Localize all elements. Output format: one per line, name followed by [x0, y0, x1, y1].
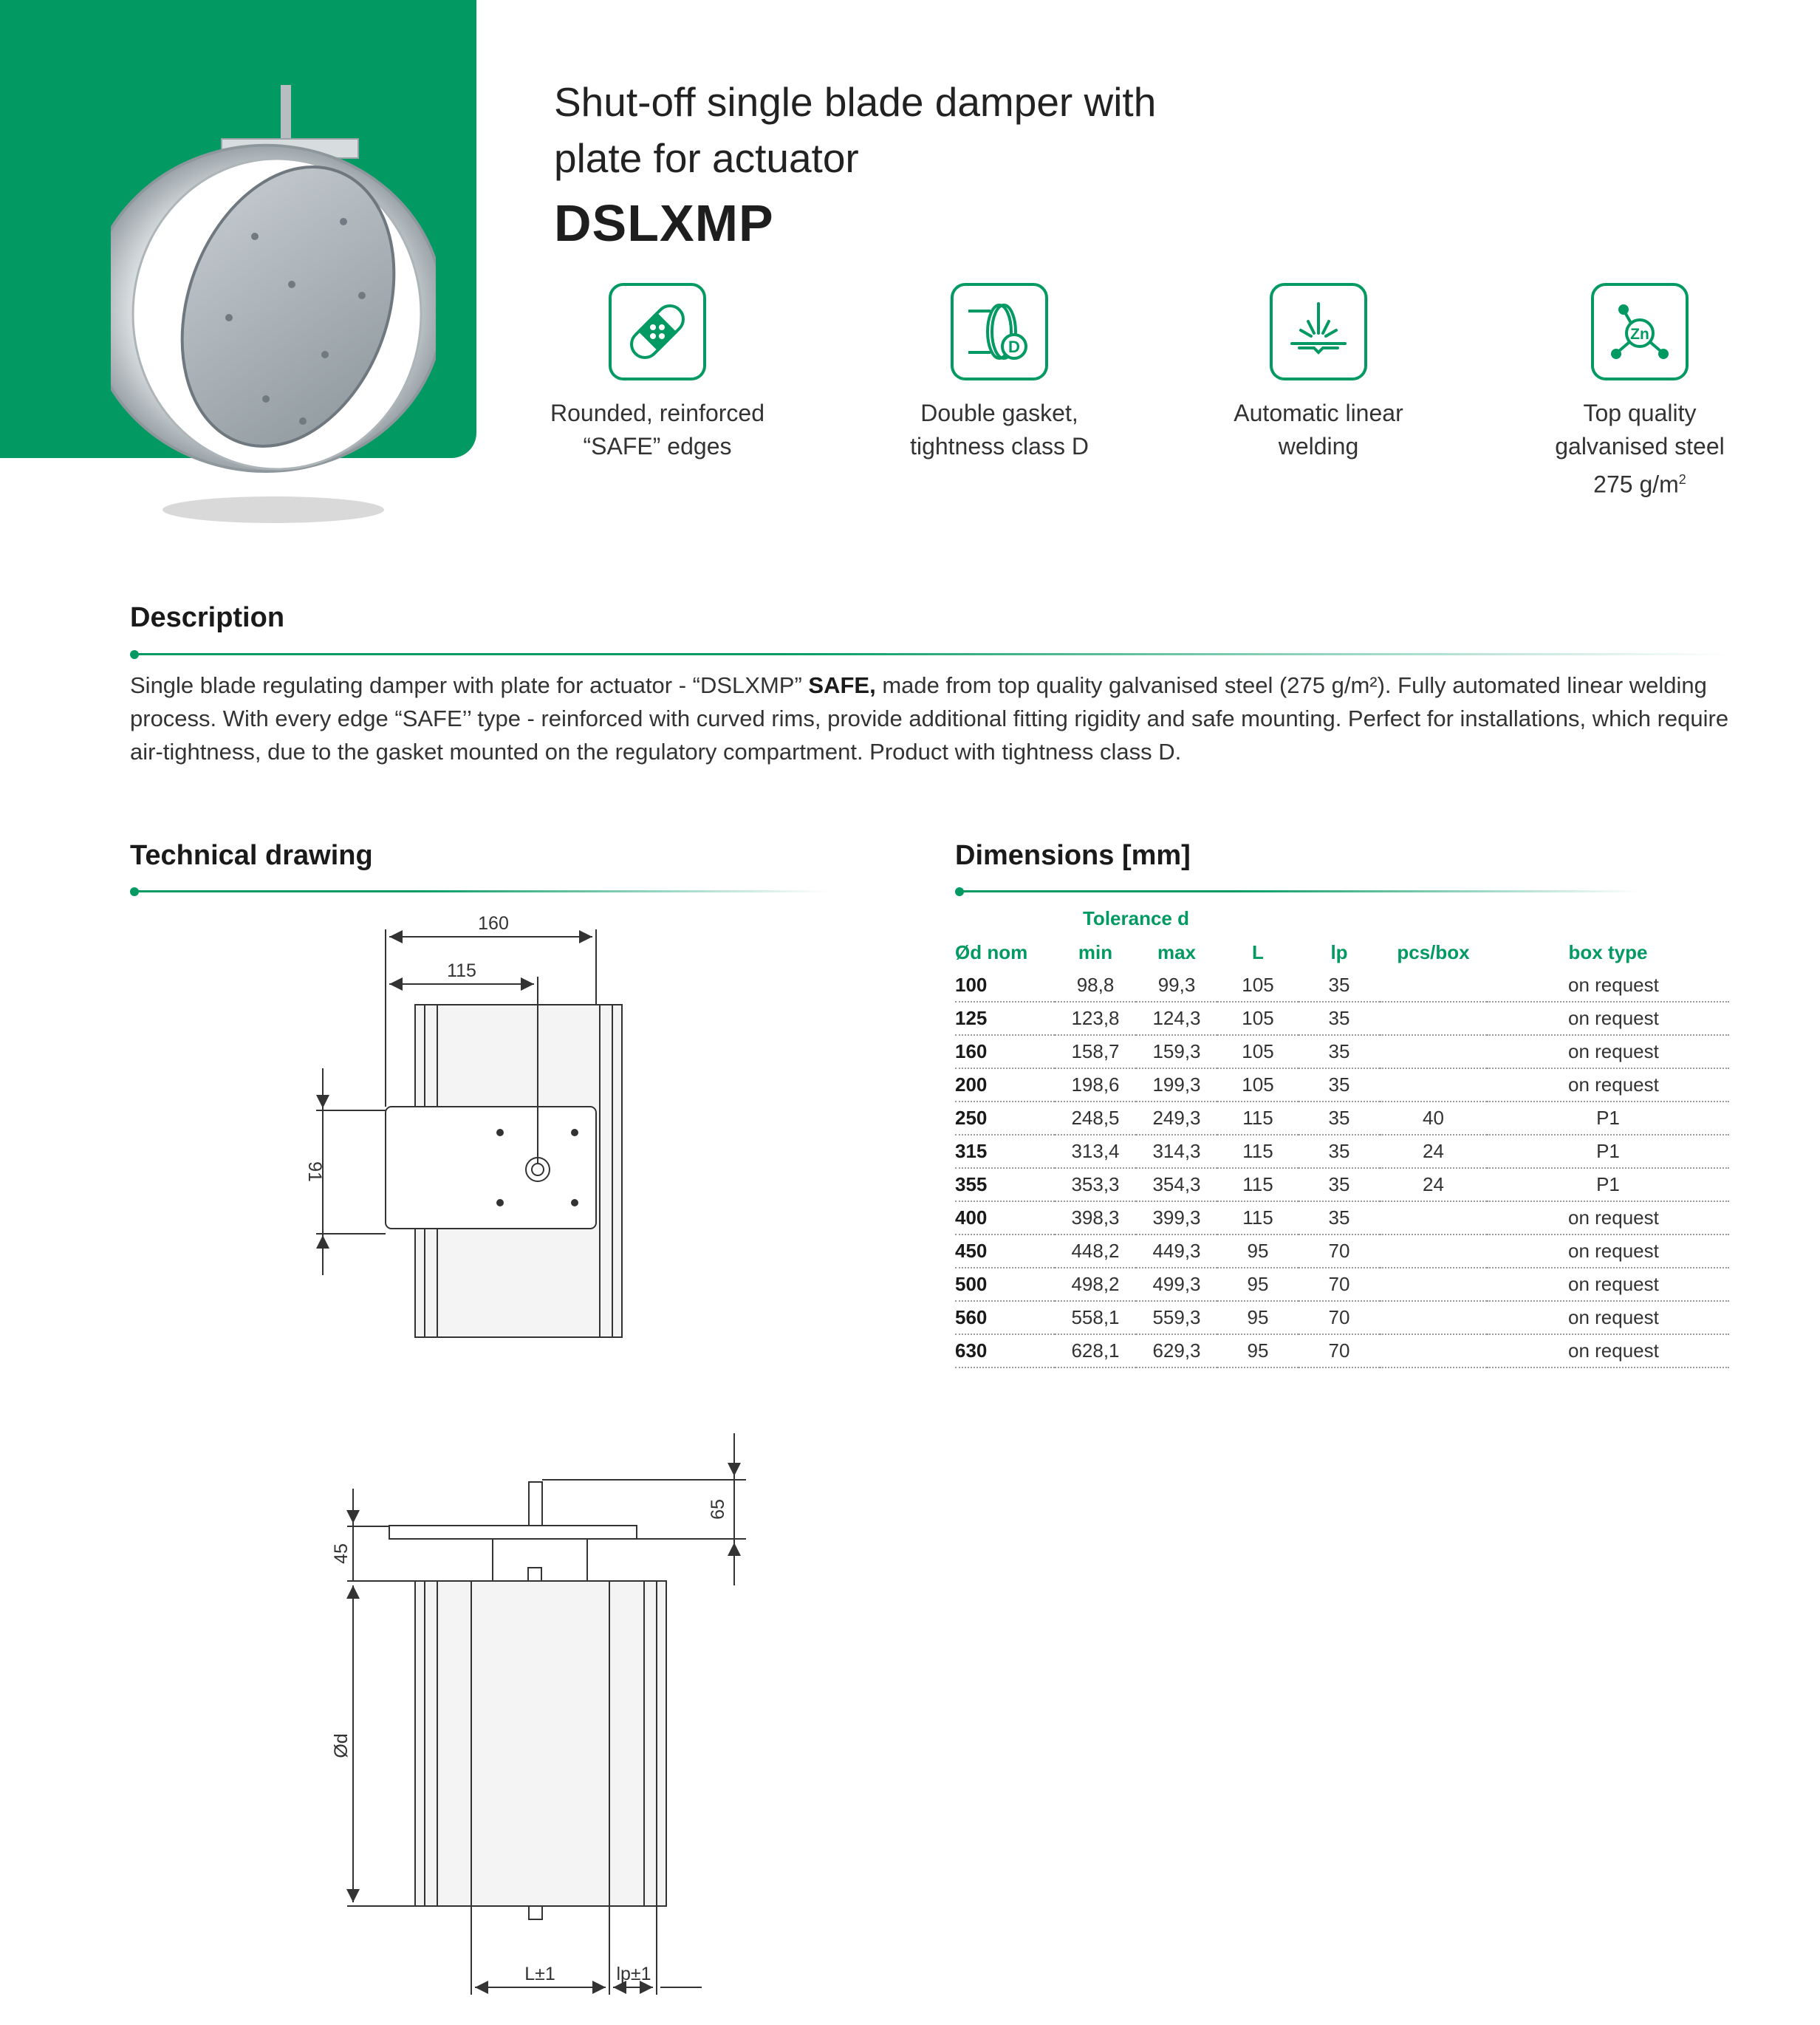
table-cell: 35 — [1299, 969, 1380, 1002]
table-cell: 158,7 — [1055, 1035, 1136, 1068]
table-cell: 24 — [1380, 1135, 1487, 1168]
table-cell: 115 — [1217, 1102, 1299, 1135]
table-cell: on request — [1487, 1002, 1729, 1035]
title-line-2: plate for actuator — [554, 135, 859, 181]
description-title: Description — [130, 602, 285, 633]
table-cell: 70 — [1299, 1301, 1380, 1334]
table-cell: 250 — [955, 1102, 1055, 1135]
table-cell — [1380, 1201, 1487, 1235]
table-cell: 499,3 — [1136, 1268, 1217, 1301]
table-cell: 498,2 — [1055, 1268, 1136, 1301]
column-header: box type — [1568, 940, 1648, 963]
table-cell: on request — [1487, 969, 1729, 1002]
table-row — [955, 1035, 1729, 1068]
table-cell: 559,3 — [1136, 1301, 1217, 1334]
feature-text-line: Rounded, reinforced — [550, 400, 764, 426]
table-cell: 105 — [1217, 1002, 1299, 1035]
column-header: L — [1252, 940, 1264, 963]
feature-text-line: galvanised steel — [1555, 433, 1725, 460]
table-cell: 500 — [955, 1268, 1055, 1301]
table-cell — [1380, 1301, 1487, 1334]
table-cell — [1380, 1334, 1487, 1367]
table-cell: 35 — [1299, 1068, 1380, 1102]
table-row — [955, 1068, 1729, 1102]
feature-text-line: “SAFE” edges — [583, 433, 732, 460]
table-row — [955, 1235, 1729, 1268]
table-cell: 398,3 — [1055, 1201, 1136, 1235]
dim-label-65: 65 — [708, 1499, 728, 1520]
table-cell: 95 — [1217, 1268, 1299, 1301]
table-cell: 449,3 — [1136, 1235, 1217, 1268]
table-cell: 100 — [955, 969, 1055, 1002]
feature-text-line: Double gasket, — [920, 400, 1078, 426]
table-cell: 248,5 — [1055, 1102, 1136, 1135]
table-cell: 199,3 — [1136, 1068, 1217, 1102]
table-row — [955, 1002, 1729, 1035]
table-cell: 628,1 — [1055, 1334, 1136, 1367]
table-cell: 35 — [1299, 1035, 1380, 1068]
technical-drawing-title: Technical drawing — [130, 840, 373, 871]
table-cell: 35 — [1299, 1002, 1380, 1035]
table-cell: 314,3 — [1136, 1135, 1217, 1168]
table-cell: 40 — [1380, 1102, 1487, 1135]
table-cell: 560 — [955, 1301, 1055, 1334]
table-cell: 315 — [955, 1135, 1055, 1168]
table-cell: 354,3 — [1136, 1168, 1217, 1201]
table-row — [955, 1301, 1729, 1334]
feature-text-line: welding — [1278, 433, 1359, 460]
table-cell: 399,3 — [1136, 1201, 1217, 1235]
table-cell: 105 — [1217, 1068, 1299, 1102]
tolerance-header: Tolerance d — [1082, 906, 1189, 929]
title-line-1: Shut-off single blade damper with — [554, 79, 1157, 125]
table-cell: 353,3 — [1055, 1168, 1136, 1201]
table-cell: 70 — [1299, 1268, 1380, 1301]
gasket-badge: D — [1008, 338, 1020, 356]
dim-label-160: 160 — [478, 913, 509, 934]
table-row — [955, 1135, 1729, 1168]
table-cell: 159,3 — [1136, 1035, 1217, 1068]
table-cell: 125 — [955, 1002, 1055, 1035]
table-cell: on request — [1487, 1201, 1729, 1235]
table-cell: 249,3 — [1136, 1102, 1217, 1135]
table-row — [955, 1168, 1729, 1201]
table-cell: 448,2 — [1055, 1235, 1136, 1268]
table-cell: 35 — [1299, 1168, 1380, 1201]
table-cell: 400 — [955, 1201, 1055, 1235]
feature-text-superscript: 2 — [1678, 472, 1686, 487]
table-cell: 105 — [1217, 1035, 1299, 1068]
description-text-start: Single blade regulating damper with plate for actuator - “DSLXMP” — [130, 672, 809, 698]
table-cell: 70 — [1299, 1334, 1380, 1367]
table-cell: 558,1 — [1055, 1301, 1136, 1334]
drawing-actuator-plate — [386, 1107, 596, 1229]
dim-label-length: L±1 — [524, 1964, 555, 1984]
table-cell: 115 — [1217, 1201, 1299, 1235]
table-cell: 160 — [955, 1035, 1055, 1068]
table-cell: 105 — [1217, 969, 1299, 1002]
description-text-bold: SAFE, — [808, 672, 876, 698]
table-cell: 99,3 — [1136, 969, 1217, 1002]
table-cell: 35 — [1299, 1102, 1380, 1135]
feature-text-line: Automatic linear — [1234, 400, 1403, 426]
table-cell: on request — [1487, 1235, 1729, 1268]
column-header: pcs/box — [1397, 940, 1470, 963]
table-cell: 313,4 — [1055, 1135, 1136, 1168]
table-cell: 200 — [955, 1068, 1055, 1102]
table-cell: 24 — [1380, 1168, 1487, 1201]
table-cell: 95 — [1217, 1301, 1299, 1334]
table-cell: 70 — [1299, 1235, 1380, 1268]
dimensions-rule — [959, 890, 1639, 892]
table-cell — [1380, 1002, 1487, 1035]
table-cell — [1380, 1235, 1487, 1268]
column-header: min — [1078, 940, 1113, 963]
table-cell: P1 — [1487, 1168, 1729, 1201]
table-cell — [1380, 1035, 1487, 1068]
drawing-side-body — [415, 1581, 666, 1906]
description-text-end: made from top quality galvanised steel (275 g/m²). Fully automated linear welding process. With every edge “SAFE’’ type - reinforced with curved rims, provide additional fitting rigidity and safe mounting. Perfect for installations, which require air-tightness, due to the gasket mounted on the regulatory compartment. Product with tightness class D. — [130, 672, 1729, 765]
table-cell: 123,8 — [1055, 1002, 1136, 1035]
table-cell: on request — [1487, 1268, 1729, 1301]
table-cell: 98,8 — [1055, 969, 1136, 1002]
table-cell: 198,6 — [1055, 1068, 1136, 1102]
table-row — [955, 969, 1729, 1002]
dimensions-table — [955, 901, 1729, 1368]
table-cell: 95 — [1217, 1235, 1299, 1268]
feature-text-line: tightness class D — [910, 433, 1089, 460]
table-cell: on request — [1487, 1068, 1729, 1102]
table-cell: 35 — [1299, 1201, 1380, 1235]
table-cell — [1380, 969, 1487, 1002]
table-cell: 355 — [955, 1168, 1055, 1201]
column-header: max — [1157, 940, 1197, 963]
column-header: Ød nom — [955, 940, 1028, 963]
dim-label-45: 45 — [331, 1543, 352, 1564]
column-header: lp — [1330, 940, 1348, 963]
table-row — [955, 1201, 1729, 1235]
dim-label-lip: lp±1 — [616, 1964, 651, 1984]
model-name: DSLXMP — [554, 194, 774, 252]
table-cell — [1380, 1268, 1487, 1301]
table-cell: on request — [1487, 1301, 1729, 1334]
table-row — [955, 1334, 1729, 1367]
table-cell: 115 — [1217, 1135, 1299, 1168]
zinc-badge: Zn — [1630, 326, 1649, 343]
table-cell: 35 — [1299, 1135, 1380, 1168]
feature-text-main: 275 g/m — [1593, 471, 1679, 498]
table-cell: 629,3 — [1136, 1334, 1217, 1367]
table-header-row — [955, 935, 1729, 969]
table-cell — [1380, 1068, 1487, 1102]
table-cell: 630 — [955, 1334, 1055, 1367]
table-row — [955, 1102, 1729, 1135]
table-cell: P1 — [1487, 1102, 1729, 1135]
table-cell: P1 — [1487, 1135, 1729, 1168]
table-row — [955, 1268, 1729, 1301]
dim-label-91: 91 — [304, 1161, 325, 1182]
table-cell: 115 — [1217, 1168, 1299, 1201]
dim-label-115: 115 — [447, 960, 476, 981]
dim-label-diameter: Ød — [331, 1733, 352, 1758]
table-cell: on request — [1487, 1035, 1729, 1068]
table-group-header-row — [955, 901, 1729, 935]
table-cell: 124,3 — [1136, 1002, 1217, 1035]
table-cell: on request — [1487, 1334, 1729, 1367]
table-cell: 450 — [955, 1235, 1055, 1268]
table-cell: 95 — [1217, 1334, 1299, 1367]
dimensions-table-body — [955, 969, 1729, 1367]
dimensions-title: Dimensions [mm] — [955, 840, 1191, 871]
feature-text-line: Top quality — [1583, 400, 1697, 426]
